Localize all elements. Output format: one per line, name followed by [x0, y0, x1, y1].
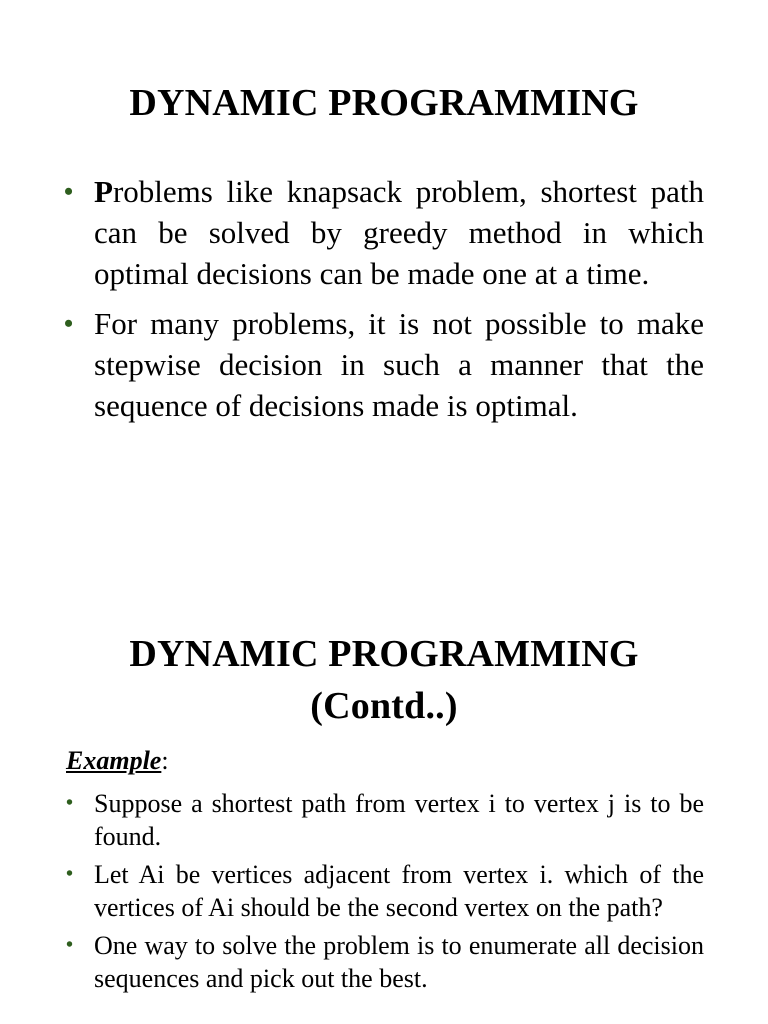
- slide-1-title: DYNAMIC PROGRAMMING: [129, 82, 639, 124]
- slide-2: [0, 540, 768, 1024]
- example-heading: [66, 744, 169, 778]
- bullet-icon: •: [64, 177, 74, 206]
- slide-2-bullet-list: [66, 787, 704, 1000]
- bullet-text: Let Ai be vertices adjacent from vertex i. which of the vertices of Ai should be the second vertex on the path?: [94, 860, 704, 922]
- bullet-text: Suppose a shortest path from vertex i to vertex j is to be found.: [94, 789, 704, 851]
- example-label: Example: [66, 746, 162, 775]
- bullet-icon: •: [64, 309, 74, 338]
- bullet-icon: •: [66, 792, 74, 814]
- list-item: [64, 303, 704, 426]
- bullet-text: roblems like knapsack problem, shortest path can be solved by greedy method in which optimal decisions can be made one at a time.: [94, 174, 704, 291]
- bullet-text: One way to solve the problem is to enumerate all decision sequences and pick out the best.: [94, 931, 704, 993]
- list-item: [66, 929, 704, 995]
- slide-2-title: [0, 628, 768, 732]
- example-colon: :: [161, 746, 169, 775]
- slide-1-bullet-list: [64, 171, 704, 435]
- slide-2-title-line-1: DYNAMIC PROGRAMMING: [129, 633, 639, 675]
- list-item: [66, 858, 704, 924]
- bullet-icon: •: [66, 863, 74, 885]
- bullet-text: For many problems, it is not possible to make stepwise decision in such a manner that the sequence of decisions made is optimal.: [94, 306, 704, 423]
- bullet-icon: •: [66, 934, 74, 956]
- slide-2-title-line-2: (Contd..): [310, 685, 458, 727]
- list-item: [66, 787, 704, 853]
- bullet-lead-letter: P: [94, 174, 113, 209]
- list-item: [64, 171, 704, 294]
